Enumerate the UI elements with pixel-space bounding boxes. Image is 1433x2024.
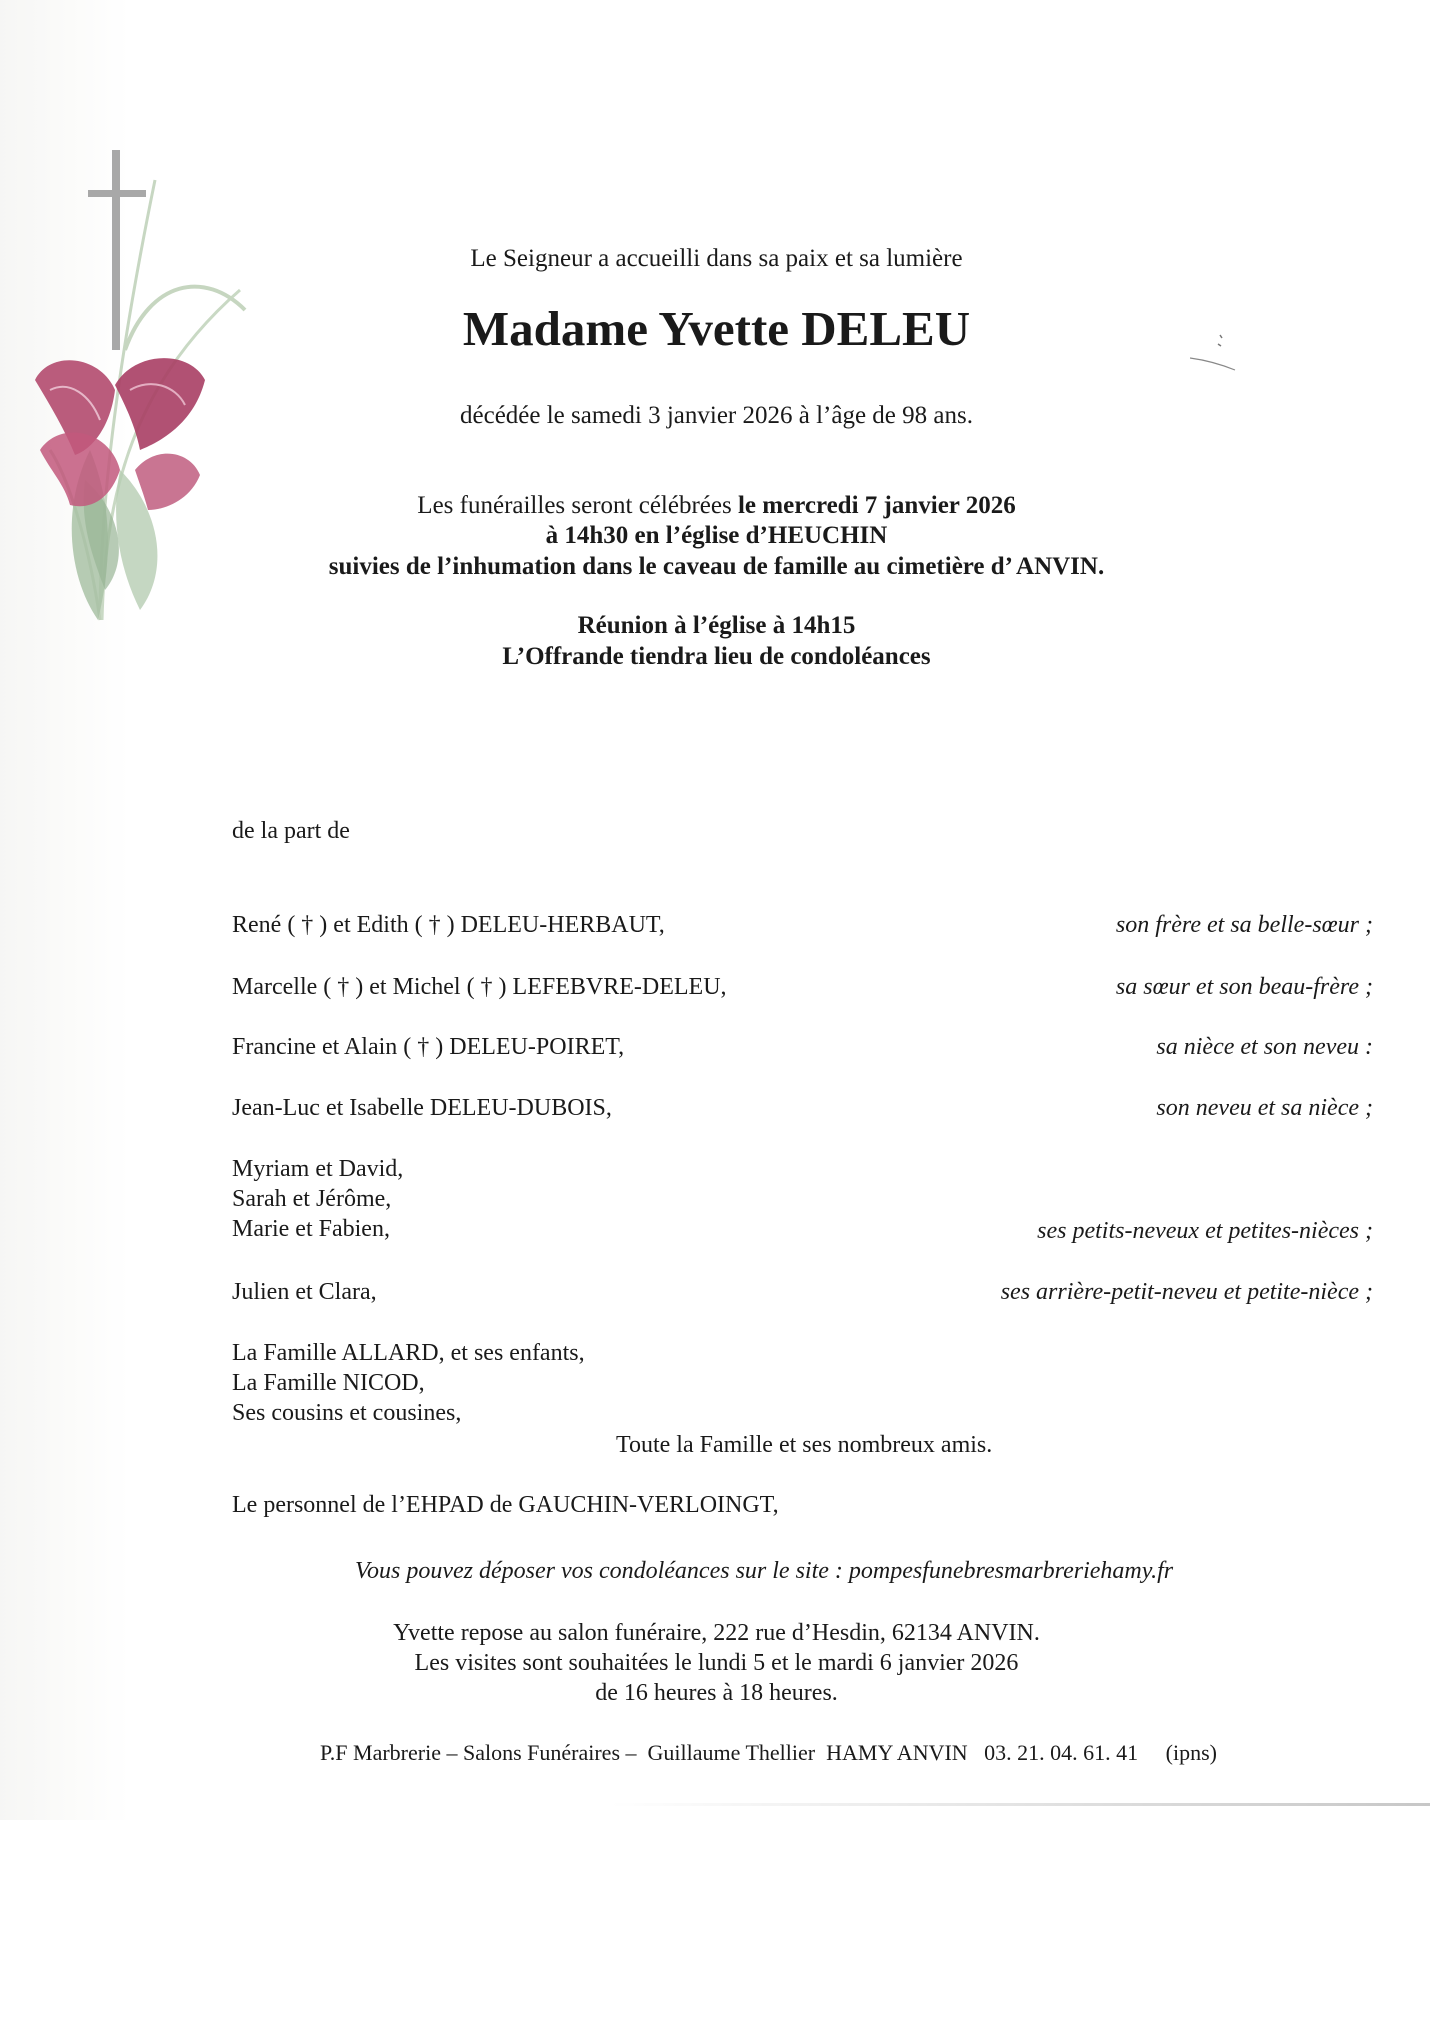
cross-horizontal xyxy=(88,190,146,197)
burial-line: suivies de l’inhumation dans le caveau de famille au cimetière d’ ANVIN. xyxy=(328,553,1105,580)
funeral-time-place: à 14h30 en l’église d’HEUCHIN xyxy=(545,522,888,549)
funeral-intro: Les funérailles seront célébrées xyxy=(417,492,738,519)
from-line: de la part de xyxy=(232,818,350,844)
offering-line: L’Offrande tiendra lieu de condoléances xyxy=(502,643,931,670)
family-relation: son frère et sa belle-sœur ; xyxy=(1115,912,1373,938)
bottom-scan-line xyxy=(610,1803,1430,1806)
family-relation: son neveu et sa nièce ; xyxy=(1156,1095,1373,1121)
deceased-name: Madame Yvette DELEU xyxy=(462,301,971,356)
other-family-line: Ses cousins et cousines, xyxy=(232,1400,462,1426)
other-family-line: La Famille ALLARD, et ses enfants, xyxy=(232,1340,585,1366)
condolences-line: Vous pouvez déposer vos condoléances sur le site : pompesfunebresmarbreriehamy.fr xyxy=(355,1558,1174,1584)
meeting-line: Réunion à l’église à 14h15 xyxy=(577,612,856,639)
family-names: Marcelle ( † ) et Michel ( † ) LEFEBVRE-DELEU, xyxy=(232,974,727,1000)
rest-line-3: de 16 heures à 18 heures. xyxy=(595,1680,838,1706)
grand-nephew-line: Myriam et David, xyxy=(232,1156,404,1182)
rest-line-1: Yvette repose au salon funéraire, 222 rue d’Hesdin, 62134 ANVIN. xyxy=(393,1620,1040,1646)
grand-nephew-line: Marie et Fabien, xyxy=(232,1216,390,1242)
intro-line: Le Seigneur a accueilli dans sa paix et sa lumière xyxy=(470,245,963,272)
all-family-line: Toute la Famille et ses nombreux amis. xyxy=(616,1432,993,1458)
family-names: Francine et Alain ( † ) DELEU-POIRET, xyxy=(232,1034,625,1060)
grand-nephew-line: Sarah et Jérôme, xyxy=(232,1186,392,1212)
family-names: Jean-Luc et Isabelle DELEU-DUBOIS, xyxy=(232,1095,612,1121)
other-family-line: La Famille NICOD, xyxy=(232,1370,425,1396)
great-grand-names: Julien et Clara, xyxy=(232,1279,377,1305)
grand-nephews-relation: ses petits-neveux et petites-nièces ; xyxy=(1037,1218,1373,1244)
family-relation: sa sœur et son beau-frère ; xyxy=(1115,974,1373,1000)
family-relation: sa nièce et son neveu : xyxy=(1156,1034,1373,1060)
funeral-home-line: P.F Marbrerie – Salons Funéraires – Guillaume Thellier HAMY ANVIN 03. 21. 04. 61. 41 (ipns) xyxy=(320,1740,1218,1765)
great-grand-relation: ses arrière-petit-neveu et petite-nièce ; xyxy=(1000,1279,1373,1305)
funeral-line-1 xyxy=(0,492,1433,520)
funeral-date: le mercredi 7 janvier 2026 xyxy=(737,492,1016,519)
ehpad-line: Le personnel de l’EHPAD de GAUCHIN-VERLOINGT, xyxy=(232,1492,779,1518)
family-names: René ( † ) et Edith ( † ) DELEU-HERBAUT, xyxy=(232,912,665,938)
rest-line-2: Les visites sont souhaitées le lundi 5 et le mardi 6 janvier 2026 xyxy=(414,1650,1019,1676)
death-line: décédée le samedi 3 janvier 2026 à l’âge de 98 ans. xyxy=(460,402,973,429)
